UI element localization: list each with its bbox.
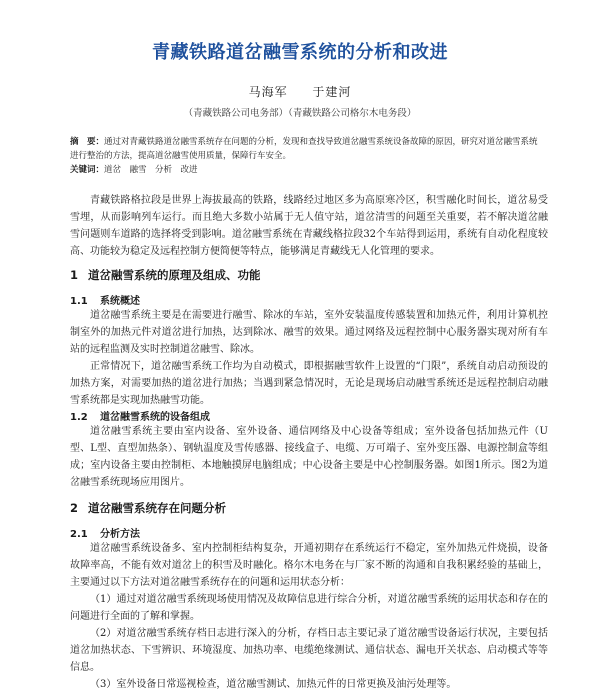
paper-title: 青藏铁路道岔融雪系统的分析和改进 <box>152 42 448 63</box>
authors: 马海军 于建河 <box>248 85 352 99</box>
abstract <box>70 135 540 163</box>
section-1-2-heading <box>70 408 210 423</box>
section-number: 1.1 <box>70 296 88 307</box>
keywords <box>70 163 540 177</box>
section-number: 1.2 <box>70 412 88 423</box>
section-title: 分析方法 <box>100 529 140 540</box>
section-number: 2.1 <box>70 529 88 540</box>
paragraph-1-1a: 道岔融雪系统主要是在需要进行融雪、除冰的车站，室外安装温度传感装置和加热元件，利用计算机控制室外的加热元件对道岔进行加热，达到除冰、融雪的效果。通过网络及远程控制中心服务器实现对所有车站的远程监测及实时控制道岔融雪、除冰。 <box>70 310 548 355</box>
section-1-heading <box>70 267 261 283</box>
abstract-text: 通过对青藏铁路道岔融雪系统存在问题的分析，发现和查找导致道岔融雪系统设备故障的原因，研究对道岔融雪系统进行整治的方法，提高道岔融雪使用质量，保障行车安全。 <box>70 137 538 161</box>
list-item-3: （3）室外设备日常巡视检查，道岔融雪测试、加热元件的日常更换及油污处理等。 <box>90 679 457 690</box>
keywords-label: 关键词： <box>70 165 105 175</box>
paragraph-1-1b: 正常情况下，道岔融雪系统工作均为自动模式，即根据融雪软件上设置的“门限”，系统自动启动预设的加热方案，对需要加热的道岔进行加热；当遇到紧急情况时，无论是现场启动融雪系统还是远程控制启动融雪系统都是实现加热融雪功能。 <box>70 361 548 406</box>
list-item-1: （1）通过对道岔融雪系统现场使用情况及故障信息进行综合分析，对道岔融雪系统的运用状态和存在的问题进行全面的了解和掌握。 <box>70 594 548 622</box>
paragraph-2-1: 道岔融雪系统设备多、室内控制柜结构复杂，开通初期存在系统运行不稳定，室外加热元件烧损，设备故障率高，不能有效对道岔上的积雪及时融化。格尔木电务在与厂家不断的沟通和自我积累经验的基础上，主要通过以下方法对道岔融雪系统存在的问题和运用状态分析： <box>70 543 548 588</box>
abstract-label: 摘 要： <box>70 137 105 147</box>
intro-paragraph: 青藏铁路格拉段是世界上海拔最高的铁路，线路经过地区多为高原寒冷区，积雪融化时间长，道岔易受雪埋，从而影响列车运行。而且绝大多数小站属于无人值守站，道岔清雪的问题至关重要，若不解决道岔融雪问题则车道路的选择将受到影响。道岔融雪系统在青藏线格拉段32个车站得到运用，系统有自动化程度较高、功能较为稳定及远程控制方便简便等特点，能够满足青藏线无人化管理的要求。 <box>70 195 548 257</box>
section-title: 系统概述 <box>100 296 140 307</box>
keywords-text: 道岔 融雪 分析 改进 <box>104 165 198 175</box>
section-2-heading <box>70 500 226 516</box>
list-item-2: （2）对道岔融雪系统存档日志进行深入的分析，存档日志主要记录了道岔融雪设备运行状况，主要包括道岔加热状态、下雪辨识、环境湿度、加热功率、电缆绝缘测试、通信状态、漏电开关状态、启动模式等等信息。 <box>70 628 548 673</box>
section-title: 道岔融雪系统的设备组成 <box>100 412 210 423</box>
section-2-1-heading <box>70 525 140 540</box>
section-title: 道岔融雪系统的原理及组成、功能 <box>88 268 261 282</box>
section-number: 1 <box>70 268 79 282</box>
section-1-1-heading <box>70 292 140 307</box>
section-number: 2 <box>70 501 79 515</box>
section-title: 道岔融雪系统存在问题分析 <box>88 501 226 515</box>
affiliations: （青藏铁路公司电务部）（青藏铁路公司格尔木电务段） <box>183 108 417 119</box>
paragraph-1-2: 道岔融雪系统主要由室内设备、室外设备、通信网络及中心设备等组成；室外设备包括加热元件（U型、L型、直型加热条）、钢轨温度及雪传感器、接线盒子、电缆、万可端子、室外变压器、电源控制盒等组成；室内设备主要由控制柜、本地触摸屏电脑组成；中心设备主要是中心控制服务器。如图1所示。图2为道岔融雪系统现场应用图片。 <box>70 426 548 488</box>
